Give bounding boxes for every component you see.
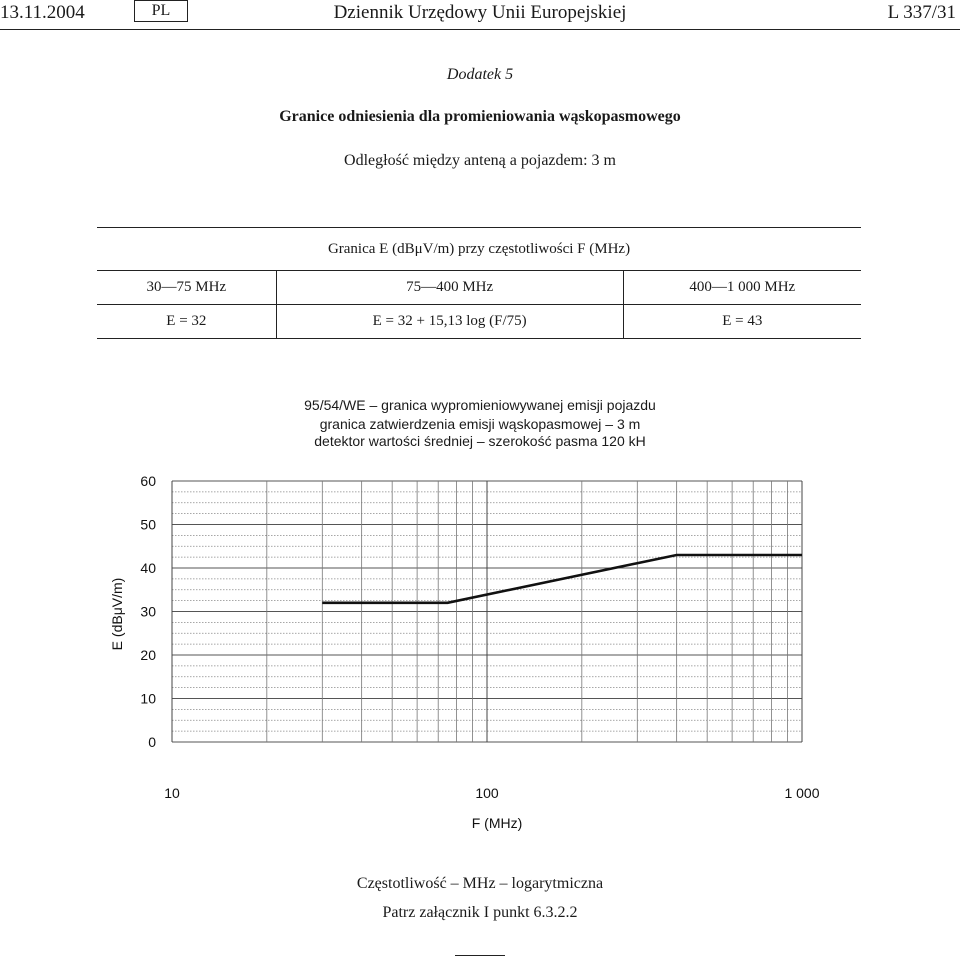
table-cell: E = 32	[97, 305, 276, 339]
chart-title-line: 95/54/WE – granica wypromieniowywanej emisji pojazdu	[304, 397, 656, 413]
table-cell: E = 43	[623, 305, 861, 339]
y-axis-label: E (dBμV/m)	[109, 577, 125, 651]
table-cell: E = 32 + 15,13 log (F/75)	[276, 305, 623, 339]
chart-title-line: detektor wartości średniej – szerokość pasma 120 kH	[314, 433, 646, 449]
language-badge: PL	[134, 0, 188, 22]
y-tick-label: 30	[140, 603, 156, 620]
table-cell: 400—1 000 MHz	[623, 271, 861, 305]
footer-note: Częstotliwość – MHz – logarytmiczna	[356, 875, 604, 892]
y-tick-label: 60	[140, 473, 156, 489]
x-axis-label: F (MHz)	[471, 815, 523, 831]
y-tick-label: 40	[140, 560, 156, 576]
x-tick-label: 100	[475, 785, 499, 801]
y-tick-label: 20	[140, 647, 156, 663]
footer-reference: Patrz załącznik I punkt 6.3.2.2	[382, 904, 578, 921]
y-tick-label: 0	[148, 734, 156, 750]
table-cell: 75—400 MHz	[276, 271, 623, 305]
y-tick-label: 10	[140, 690, 156, 707]
footer-divider	[455, 955, 505, 956]
page-number: L 337/31	[887, 2, 956, 23]
y-tick-label: 50	[140, 516, 156, 533]
chart-title-line: granica zatwierdzenia emisji wąskopasmowej – 3 m	[319, 416, 641, 432]
x-tick-label: 10	[164, 785, 180, 801]
table-header: Granica E (dBμV/m) przy częstotliwości F (MHz)	[97, 228, 861, 271]
annex-label: Dodatek 5	[446, 66, 514, 83]
publication-date: 13.11.2004	[0, 2, 85, 23]
distance-subtitle: Odległość między anteną a pojazdem: 3 m	[344, 152, 616, 169]
page-title: Granice odniesienia dla promieniowania wąskopasmowego	[279, 108, 681, 125]
x-tick-label: 1 000	[784, 785, 820, 801]
journal-name: Dziennik Urzędowy Unii Europejskiej	[333, 2, 627, 23]
table-cell: 30—75 MHz	[97, 271, 276, 305]
